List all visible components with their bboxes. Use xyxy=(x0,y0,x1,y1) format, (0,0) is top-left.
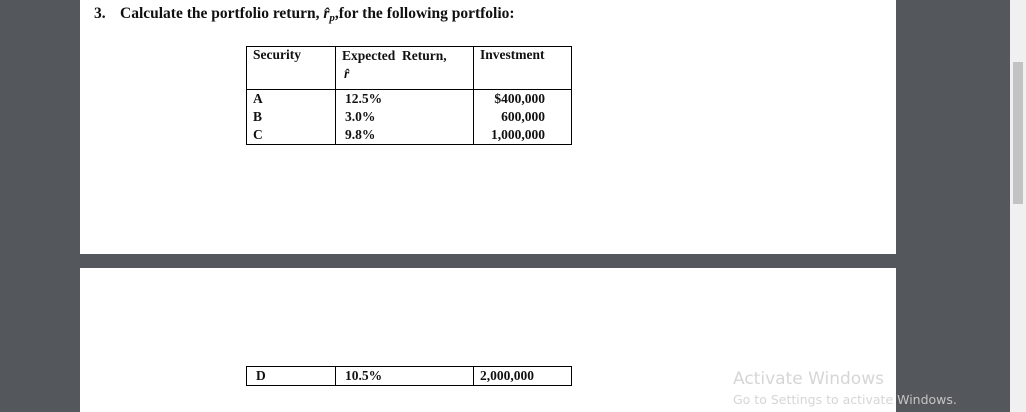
table-row xyxy=(247,108,572,126)
portfolio-table xyxy=(246,46,572,145)
activate-windows-watermark xyxy=(733,368,957,409)
header-investment xyxy=(474,47,572,90)
cell-investment: 600,000 xyxy=(474,108,572,126)
table-row xyxy=(247,126,572,145)
question-text xyxy=(94,3,515,29)
portfolio-return-subscript: p xyxy=(329,12,335,24)
cell-investment: 2,000,000 xyxy=(474,367,572,386)
header-expected-return-label: Expected Return, xyxy=(342,48,447,63)
activate-windows-title: Activate Windows xyxy=(733,369,884,389)
cell-security: D xyxy=(247,367,336,386)
cell-security: B xyxy=(247,108,336,126)
portfolio-table-continued xyxy=(246,366,572,386)
portfolio-return-symbol: r̂ xyxy=(323,5,330,22)
table-row xyxy=(247,367,572,386)
table-row xyxy=(247,90,572,109)
cell-security: A xyxy=(247,90,336,109)
header-security-label: Security xyxy=(253,47,301,62)
cell-expected-return: 10.5% xyxy=(336,367,474,386)
table-header-row xyxy=(247,47,572,90)
header-expected-return xyxy=(336,47,474,90)
activate-windows-subtitle: Go to Settings to activate Windows. xyxy=(733,392,957,407)
question-text-before: Calculate the portfolio return, xyxy=(120,5,320,22)
question-text-after: ,for the following portfolio: xyxy=(334,5,515,22)
header-expected-return-symbol: r̂ xyxy=(344,66,350,81)
question-number: 3. xyxy=(94,5,106,22)
cell-security: C xyxy=(247,126,336,145)
cell-investment: 1,000,000 xyxy=(474,126,572,145)
cell-expected-return: 3.0% xyxy=(336,108,474,126)
cell-expected-return: 12.5% xyxy=(336,90,474,109)
vertical-scrollbar[interactable] xyxy=(1010,0,1026,412)
cell-expected-return: 9.8% xyxy=(336,126,474,145)
header-security xyxy=(247,47,336,90)
header-investment-label: Investment xyxy=(480,47,545,62)
cell-investment: $400,000 xyxy=(474,90,572,109)
scrollbar-thumb[interactable] xyxy=(1013,62,1023,204)
